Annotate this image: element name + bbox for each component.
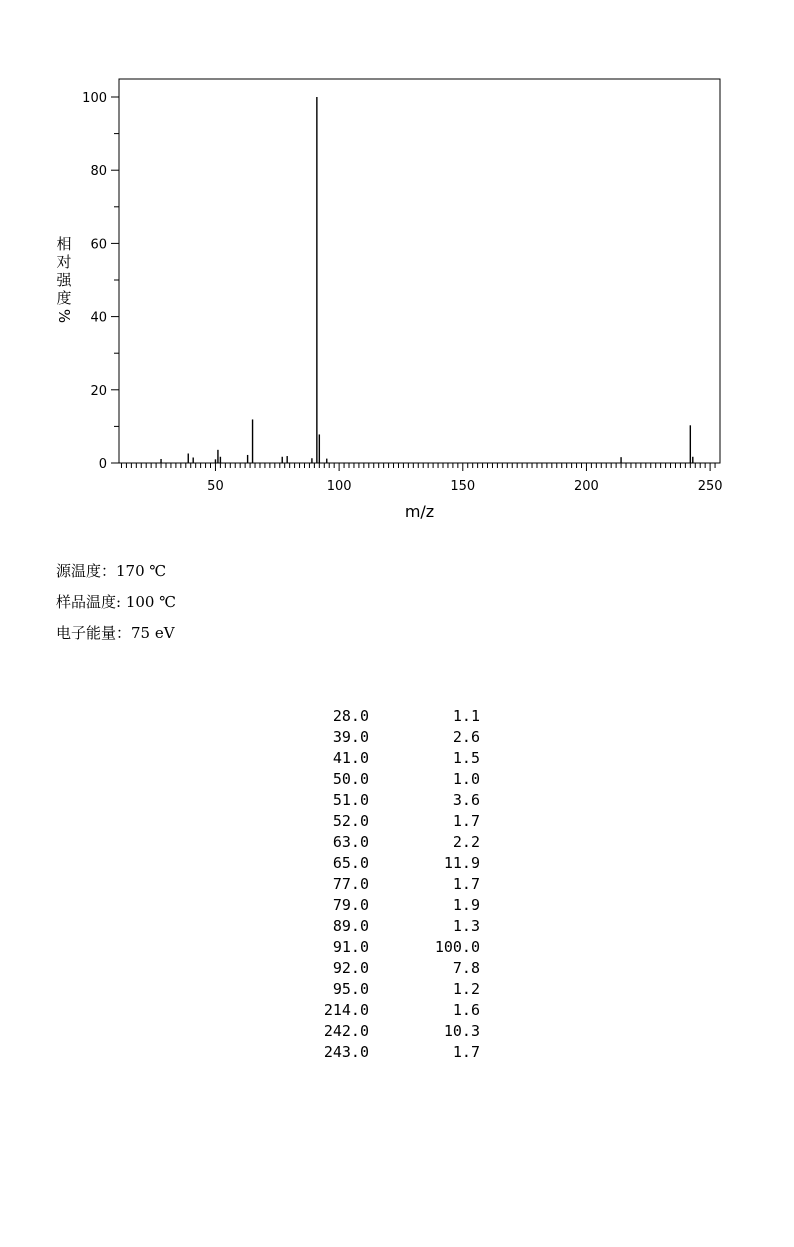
y-tick-label: 0 (98, 457, 107, 472)
peak-intensity: 10.3 (443, 1022, 480, 1040)
y-tick-label: 80 (90, 164, 107, 180)
peak-mz: 89.0 (332, 917, 369, 935)
peak-table-row (300, 958, 480, 979)
peak-mz: 41.0 (332, 749, 369, 767)
peak-mz: 39.0 (332, 728, 369, 746)
peak-table-row (300, 811, 480, 832)
peak-intensity: 1.7 (452, 1043, 480, 1061)
peak-table-row (300, 790, 480, 811)
peak-mz: 91.0 (332, 938, 369, 956)
peak-mz: 242.0 (323, 1022, 369, 1040)
y-axis-label-char: 度 (56, 289, 72, 307)
peak-mz: 79.0 (332, 896, 369, 914)
peak-mz: 214.0 (323, 1001, 369, 1019)
y-axis-label-char: 对 (56, 253, 72, 271)
peak-intensity: 1.0 (452, 770, 480, 788)
peak-intensity: 1.7 (452, 812, 480, 830)
peak-table-row (300, 874, 480, 895)
peak-table-row (300, 937, 480, 958)
peak-mz: 92.0 (332, 959, 369, 977)
y-axis-label-char: % (55, 308, 73, 324)
plot-frame (119, 79, 720, 463)
spectrum-plot (0, 0, 794, 540)
y-tick-label: 40 (90, 310, 107, 326)
peak-intensity: 3.6 (452, 791, 480, 809)
peak-table-row (300, 727, 480, 748)
peak-mz: 243.0 (323, 1043, 369, 1061)
peak-intensity: 1.3 (452, 917, 480, 935)
peak-intensity: 1.9 (452, 896, 480, 914)
spectrum-svg (0, 0, 794, 540)
peak-mz: 51.0 (332, 791, 369, 809)
peak-intensity: 1.6 (452, 1001, 480, 1019)
peak-mz: 77.0 (332, 875, 369, 893)
x-tick-label: 200 (574, 479, 599, 494)
peak-table-row (300, 769, 480, 790)
peak-intensity: 1.2 (452, 980, 480, 998)
peak-table-row (300, 979, 480, 1000)
peak-mz: 65.0 (332, 854, 369, 872)
peak-intensity: 1.7 (452, 875, 480, 893)
y-tick-label: 60 (90, 237, 107, 253)
peak-mz: 95.0 (332, 980, 369, 998)
instrument-parameters (56, 560, 176, 653)
y-axis-label-char: 强 (56, 271, 72, 289)
peak-intensity: 1.5 (452, 749, 480, 767)
peak-table-row (300, 1000, 480, 1021)
x-tick-label: 250 (697, 479, 723, 494)
peak-table-row (300, 706, 480, 727)
peak-table-row (300, 916, 480, 937)
y-axis-label-char: 相 (56, 235, 72, 253)
peak-table (300, 706, 480, 1063)
y-tick-label: 20 (90, 383, 107, 399)
peak-table-row (300, 1042, 480, 1063)
peak-mz: 28.0 (332, 707, 369, 725)
peak-mz: 52.0 (332, 812, 369, 830)
mass-spectrum-chart (0, 0, 794, 540)
peak-mz: 63.0 (332, 833, 369, 851)
peak-table-row (300, 853, 480, 874)
peak-table-row (300, 895, 480, 916)
y-tick-label: 100 (82, 91, 107, 106)
peak-table-row (300, 1021, 480, 1042)
peak-table-row (300, 832, 480, 853)
y-axis-label (54, 235, 74, 325)
peak-intensity: 2.2 (452, 833, 480, 851)
x-tick-label: 100 (326, 479, 352, 494)
sample-temperature: 样品温度: 100 ℃ (56, 593, 177, 611)
source-temperature: 源温度：170 ℃ (56, 562, 167, 580)
peak-intensity: 11.9 (443, 854, 480, 872)
peak-mz: 50.0 (332, 770, 369, 788)
x-tick-label: 50 (207, 479, 224, 494)
x-axis-label: m/z (404, 502, 435, 521)
peak-intensity: 100.0 (434, 938, 480, 956)
peak-intensity: 1.1 (452, 707, 480, 725)
electron-energy: 电子能量：75 eV (56, 624, 175, 642)
peak-intensity: 7.8 (452, 959, 480, 977)
peak-intensity: 2.6 (452, 728, 480, 746)
x-tick-label: 150 (450, 479, 476, 494)
peak-table-row (300, 748, 480, 769)
